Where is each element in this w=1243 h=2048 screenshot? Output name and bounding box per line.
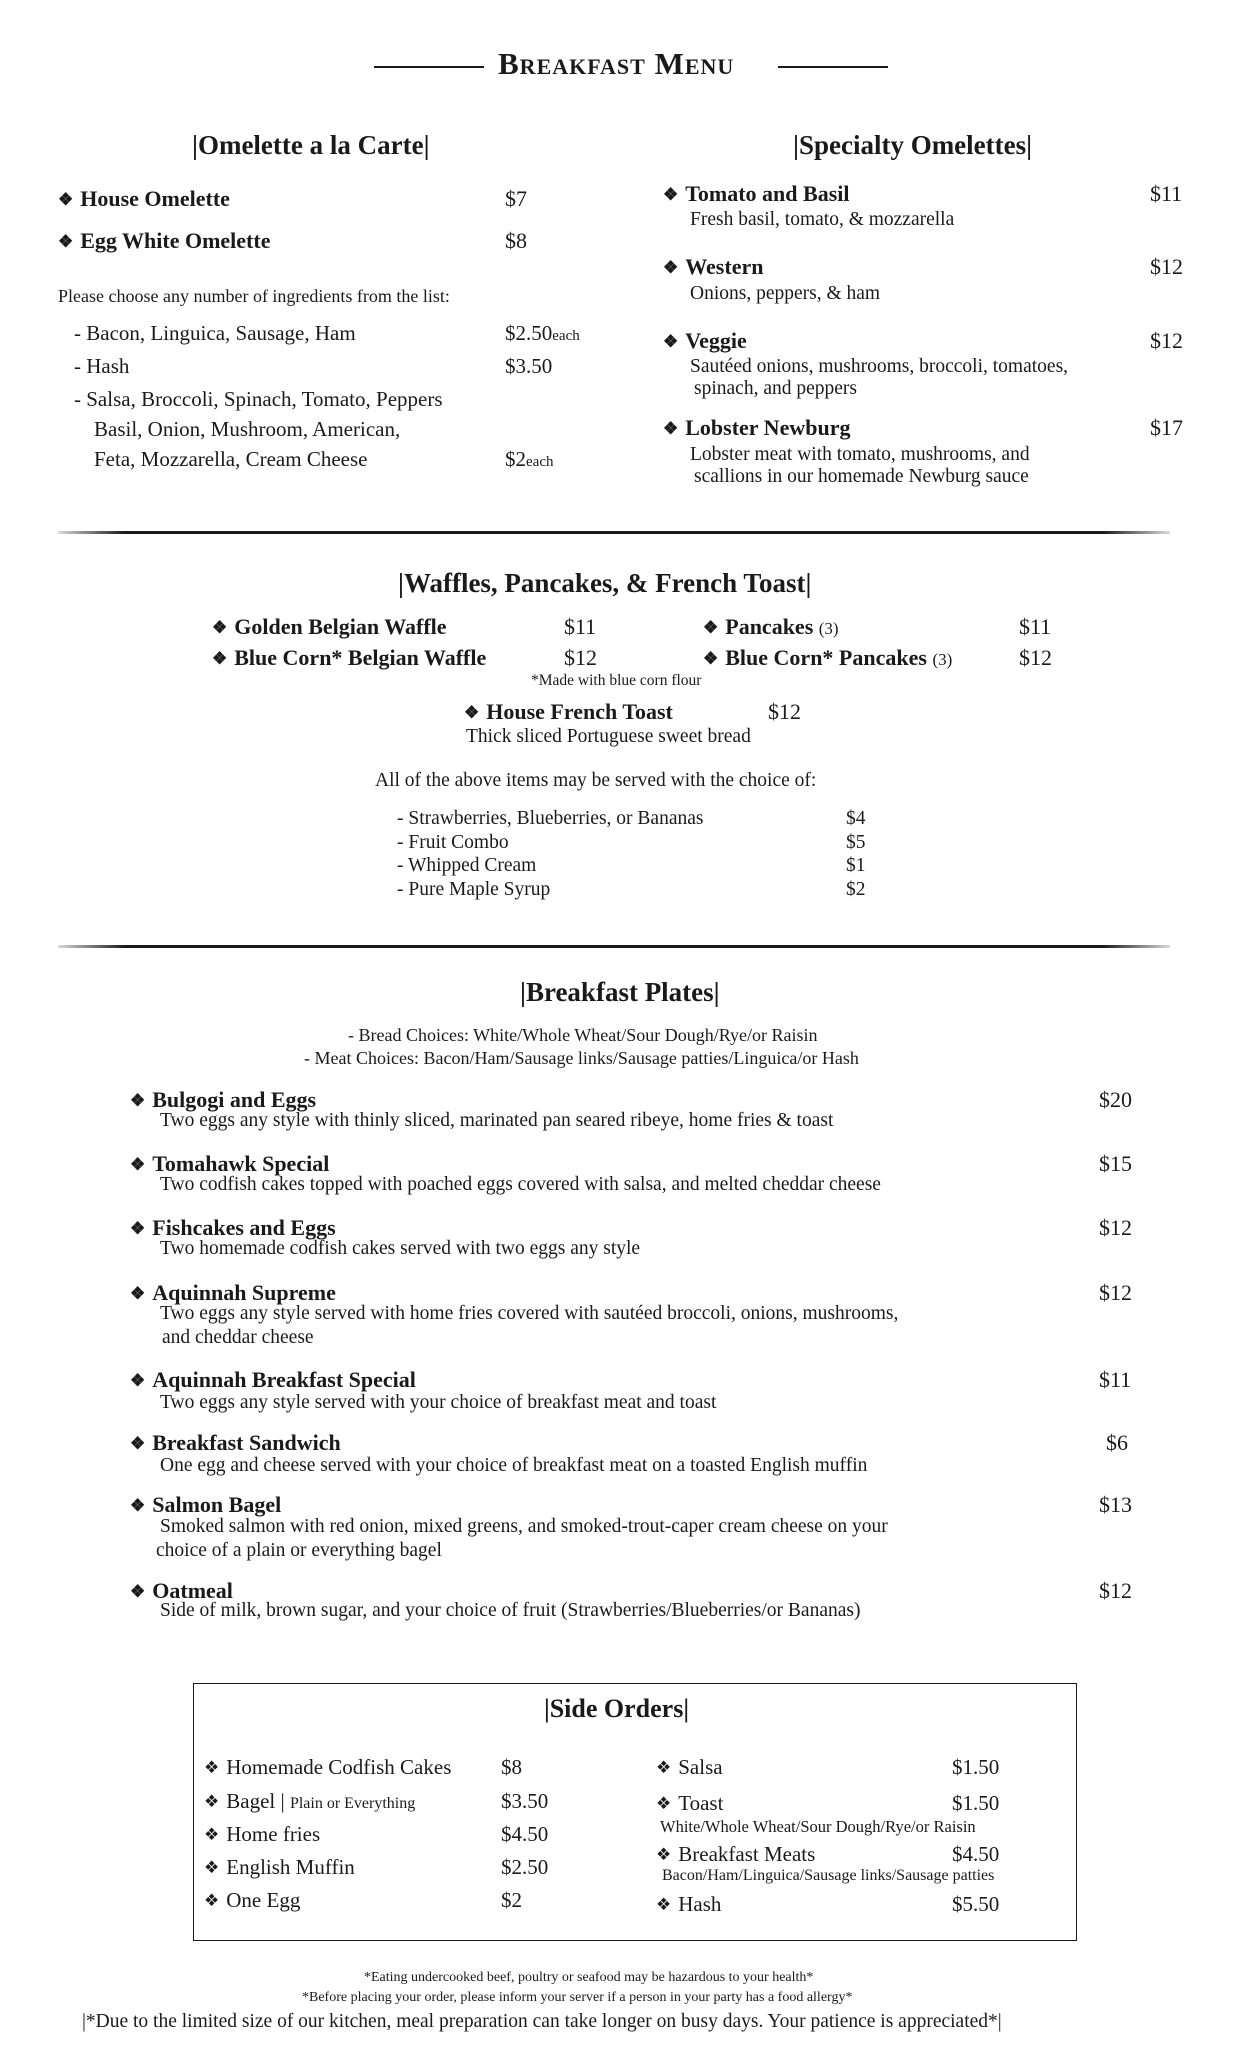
ingredient-line: Basil, Onion, Mushroom, American,: [94, 417, 401, 441]
bullet-icon: ❖: [656, 1758, 672, 1777]
plate-price: $12: [1099, 1215, 1132, 1240]
section-divider: [58, 945, 1170, 948]
specialty-desc: Onions, peppers, & ham: [690, 283, 881, 304]
choice-item: - Fruit Combo: [397, 832, 509, 853]
bullet-icon: ❖: [130, 1155, 146, 1174]
plate-price: $15: [1099, 1151, 1132, 1176]
side-item: ❖ Homemade Codfish Cakes: [204, 1755, 452, 1779]
bullet-icon: ❖: [663, 332, 679, 351]
pancake-item: ❖ Blue Corn* Pancakes (3): [703, 645, 953, 670]
allergy-note: *Before placing your order, please inform your server if a person in your party has a food allergy*: [302, 1990, 853, 2005]
page-title: Breakfast Menu: [498, 46, 735, 81]
plate-desc: choice of a plain or everything bagel: [156, 1540, 442, 1561]
bullet-icon: ❖: [204, 1825, 220, 1844]
bullet-icon: ❖: [130, 1371, 146, 1390]
plate-desc: Two eggs any style served with your choice of breakfast meat and toast: [160, 1392, 717, 1413]
plate-item: ❖ Fishcakes and Eggs: [130, 1215, 336, 1240]
specialty-item: ❖ Veggie: [663, 328, 747, 353]
specialty-price: $12: [1150, 328, 1183, 353]
bullet-icon: ❖: [130, 1219, 146, 1238]
ingredient-line: - Hash: [74, 354, 130, 378]
sides-heading: |Side Orders|: [544, 1694, 690, 1723]
pancake-price: $11: [1019, 614, 1052, 639]
choice-price: $2: [846, 879, 866, 900]
specialty-item: ❖ Western: [663, 254, 764, 279]
waffle-item: ❖ Golden Belgian Waffle: [212, 614, 447, 639]
bullet-icon: ❖: [130, 1582, 146, 1601]
plate-item: ❖ Breakfast Sandwich: [130, 1430, 341, 1455]
blue-corn-footnote: *Made with blue corn flour: [531, 672, 702, 689]
side-price: $3.50: [501, 1789, 549, 1813]
waffle-item: ❖ Blue Corn* Belgian Waffle: [212, 645, 487, 670]
plate-price: $12: [1099, 1578, 1132, 1603]
waffle-price: $12: [564, 645, 597, 670]
plate-item: ❖ Oatmeal: [130, 1578, 233, 1603]
bullet-icon: ❖: [663, 419, 679, 438]
plate-price: $11: [1099, 1367, 1132, 1392]
waffle-price: $11: [564, 614, 597, 639]
specialty-desc: Lobster meat with tomato, mushrooms, and: [690, 444, 1030, 465]
specialty-item: ❖ Lobster Newburg: [663, 415, 851, 440]
bullet-icon: ❖: [204, 1792, 220, 1811]
specialty-price: $17: [1150, 415, 1183, 440]
side-item: ❖ Toast: [656, 1791, 724, 1815]
plate-desc: Two codfish cakes topped with poached eggs covered with salsa, and melted cheddar cheese: [160, 1174, 881, 1195]
plate-desc: Two homemade codfish cakes served with two eggs any style: [160, 1238, 641, 1259]
specialty-heading: |Specialty Omelettes|: [793, 130, 1033, 160]
waffles-heading: |Waffles, Pancakes, & French Toast|: [398, 568, 812, 598]
bullet-icon: ❖: [204, 1858, 220, 1877]
plate-desc: Smoked salmon with red onion, mixed greens, and smoked-trout-caper cream cheese on your: [160, 1516, 888, 1537]
bullet-icon: ❖: [212, 618, 228, 637]
bullet-icon: ❖: [130, 1434, 146, 1453]
side-item: ❖ Salsa: [656, 1755, 723, 1779]
bullet-icon: ❖: [212, 649, 228, 668]
choice-price: $1: [846, 855, 866, 876]
bullet-icon: ❖: [130, 1496, 146, 1515]
side-price: $4.50: [952, 1842, 1000, 1866]
plate-price: $13: [1099, 1492, 1132, 1517]
health-warning: *Eating undercooked beef, poultry or seafood may be hazardous to your health*: [364, 1970, 814, 1985]
plate-desc: Two eggs any style with thinly sliced, marinated pan seared ribeye, home fries & toast: [160, 1110, 834, 1131]
omelette-instructions: Please choose any number of ingredients from the list:: [58, 286, 450, 306]
specialty-desc: Sautéed onions, mushrooms, broccoli, tomatoes,: [690, 356, 1069, 377]
side-item: ❖ Breakfast Meats: [656, 1842, 816, 1866]
side-item: ❖ One Egg: [204, 1888, 301, 1912]
bullet-icon: ❖: [656, 1845, 672, 1864]
plate-item: ❖ Tomahawk Special: [130, 1151, 330, 1176]
ingredient-price: $3.50: [505, 354, 553, 378]
pancake-price: $12: [1019, 645, 1052, 670]
side-item: ❖ English Muffin: [204, 1855, 355, 1879]
choice-item: - Whipped Cream: [397, 855, 537, 876]
plate-item: ❖ Salmon Bagel: [130, 1492, 282, 1517]
side-item: ❖ Hash: [656, 1892, 722, 1916]
bullet-icon: ❖: [130, 1091, 146, 1110]
omelette-price: $7: [505, 186, 527, 211]
specialty-price: $11: [1150, 181, 1183, 206]
choice-price: $4: [846, 808, 866, 829]
side-price: $8: [501, 1755, 522, 1779]
ingredient-line: - Salsa, Broccoli, Spinach, Tomato, Peppers: [74, 387, 443, 411]
title-rule-left: [374, 66, 484, 68]
choice-intro: All of the above items may be served with the choice of:: [375, 770, 817, 791]
omelette-heading: |Omelette a la Carte|: [192, 130, 430, 160]
french-toast-price: $12: [768, 699, 801, 724]
specialty-item: ❖ Tomato and Basil: [663, 181, 850, 206]
choice-item: - Strawberries, Blueberries, or Bananas: [397, 808, 704, 829]
section-divider: [58, 531, 1170, 534]
plate-desc: Two eggs any style served with home fries covered with sautéed broccoli, onions, mushrooms,: [160, 1303, 899, 1324]
specialty-price: $12: [1150, 254, 1183, 279]
bullet-icon: ❖: [130, 1284, 146, 1303]
bread-choices: - Bread Choices: White/Whole Wheat/Sour Dough/Rye/or Raisin: [348, 1025, 818, 1045]
side-price: $2.50: [501, 1855, 549, 1879]
plate-item: ❖ Aquinnah Breakfast Special: [130, 1367, 416, 1392]
side-price: $1.50: [952, 1791, 1000, 1815]
french-toast-item: ❖ House French Toast: [464, 699, 673, 724]
side-item: ❖ Home fries: [204, 1822, 321, 1846]
bullet-icon: ❖: [464, 703, 480, 722]
plate-price: $12: [1099, 1280, 1132, 1305]
specialty-desc: spinach, and peppers: [694, 378, 857, 399]
plate-desc: and cheddar cheese: [162, 1327, 314, 1348]
bullet-icon: ❖: [703, 649, 719, 668]
plates-heading: |Breakfast Plates|: [520, 977, 720, 1007]
side-desc: Bacon/Ham/Linguica/Sausage links/Sausage patties: [662, 1867, 995, 1884]
bullet-icon: ❖: [663, 258, 679, 277]
side-price: $2: [501, 1888, 522, 1912]
bullet-icon: ❖: [703, 618, 719, 637]
specialty-desc: Fresh basil, tomato, & mozzarella: [690, 209, 955, 230]
side-price: $1.50: [952, 1755, 1000, 1779]
specialty-desc: scallions in our homemade Newburg sauce: [694, 466, 1029, 487]
bullet-icon: ❖: [204, 1758, 220, 1777]
ingredient-line: Feta, Mozzarella, Cream Cheese: [94, 447, 368, 471]
bullet-icon: ❖: [58, 232, 74, 251]
side-price: $4.50: [501, 1822, 549, 1846]
bullet-icon: ❖: [58, 190, 74, 209]
kitchen-note: |*Due to the limited size of our kitchen, meal preparation can take longer on busy days. Your patience is appreciated*|: [82, 2011, 1002, 2032]
meat-choices: - Meat Choices: Bacon/Ham/Sausage links/Sausage patties/Linguica/or Hash: [304, 1048, 859, 1068]
bullet-icon: ❖: [656, 1895, 672, 1914]
french-toast-desc: Thick sliced Portuguese sweet bread: [466, 726, 751, 747]
side-price: $5.50: [952, 1892, 1000, 1916]
side-item: ❖ Bagel | Plain or Everything: [204, 1789, 416, 1813]
pancake-item: ❖ Pancakes (3): [703, 614, 839, 639]
bullet-icon: ❖: [204, 1891, 220, 1910]
plate-price: $20: [1099, 1087, 1132, 1112]
omelette-item: ❖ Egg White Omelette: [58, 228, 271, 253]
bullet-icon: ❖: [656, 1794, 672, 1813]
plate-item: ❖ Aquinnah Supreme: [130, 1280, 336, 1305]
ingredient-price: $2.50each: [505, 321, 580, 345]
choice-item: - Pure Maple Syrup: [397, 879, 551, 900]
plate-desc: One egg and cheese served with your choice of breakfast meat on a toasted English muffin: [160, 1455, 868, 1476]
plate-desc: Side of milk, brown sugar, and your choice of fruit (Strawberries/Blueberries/or Bananas): [160, 1600, 861, 1621]
plate-item: ❖ Bulgogi and Eggs: [130, 1087, 317, 1112]
side-desc: White/Whole Wheat/Sour Dough/Rye/or Raisin: [660, 1817, 976, 1836]
omelette-price: $8: [505, 228, 527, 253]
ingredient-price: $2each: [505, 447, 554, 471]
plate-price: $6: [1106, 1430, 1128, 1455]
ingredient-line: - Bacon, Linguica, Sausage, Ham: [74, 321, 356, 345]
bullet-icon: ❖: [663, 185, 679, 204]
omelette-item: ❖ House Omelette: [58, 186, 230, 211]
title-rule-right: [778, 66, 888, 68]
choice-price: $5: [846, 832, 866, 853]
